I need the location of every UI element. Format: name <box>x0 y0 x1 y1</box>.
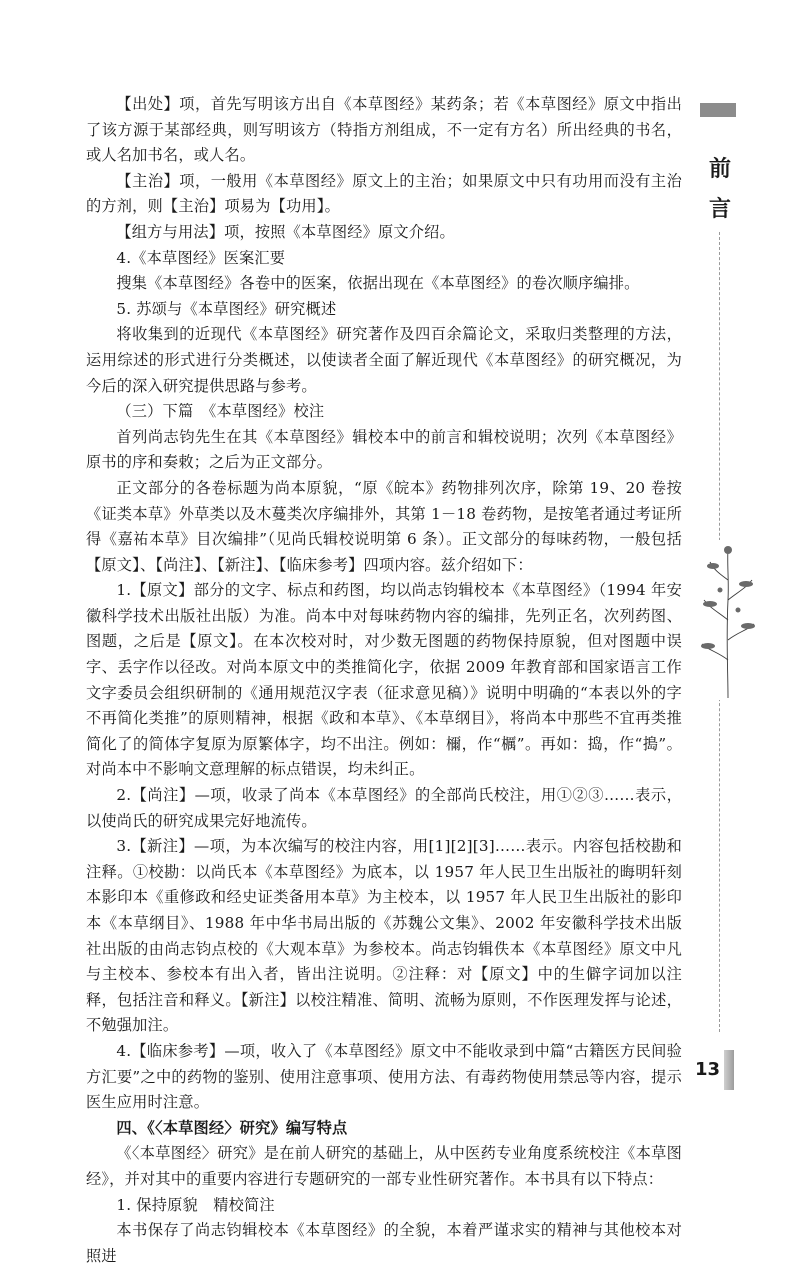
paragraph-feature-one: 本书保存了尚志钧辑校本《本草图经》的全貌，本着严谨求实的精神与其他校本对照进 <box>86 1221 682 1265</box>
page-edge-tab <box>724 1050 734 1090</box>
paragraph-item-original: 1.【原文】部分的文字、标点和药图，均以尚志钧辑校本《本草图经》（1994 年安徽科学技术出版社出版）为准。尚本中对每味药物内容的编排，先列正名，次列药图、图题，之后是【原文】。在本次校对时，对少数无图题的药物保持原貌，但对图题中误字、丢字作以径改。对尚本原文中的类推简化字，依据 2009 年教育部和国家语言工作文字委员会组织研制的《通用规范汉字表（征求意见稿）》说明中明确的“本表以外的字不再简化类推”的原则精神，根据《政和本草》、《本草纲目》，将尚本中那些不宜再类推简化了的简体字复原为原繁体字，均不出注。例如：檷，作“櫔”。再如：捣，作“搗”。对尚本中不影响文意理解的标点错误，均未纠正。 <box>86 581 682 779</box>
subheading-research-overview: 5. 苏颂与《本草图经》研究概述 <box>116 299 337 318</box>
section-title-char-1: 前 <box>708 157 731 182</box>
heading-section-four: 四、《〈本草图经〉研究》编写特点 <box>116 1118 348 1137</box>
paragraph-main-text: 正文部分的各卷标题为尚本原貌，“原《皖本》药物排列次序，除第 19、20 卷按《证类本草》外草类以及木蔓类次序编排外，其第 1－18 卷药物，是按笔者通过考证所得《嘉祐本草》目次编排”（见尚氏辑校说明第 6 条）。正文部分的每味药物，一般包括【原文】、【尚注】、【新注】、【临床参考】四项内容。兹介绍如下： <box>86 478 682 574</box>
paragraph-indications: 【主治】项，一般用《本草图经》原文上的主治；如果原文中只有功用而没有主治的方剂，则【主治】项易为【功用】。 <box>86 171 682 216</box>
paragraph-item-clinical: 4.【临床参考】—项，收入了《本草图经》原文中不能收录到中篇“古籍医方民间验方汇要”之中的药物的鉴别、使用注意事项、使用方法、有毒药物使用禁忌等内容，提示医生应用时注意。 <box>86 1041 682 1112</box>
side-tab-bar <box>700 103 736 117</box>
heading-part-three: （三）下篇 《本草图经》校注 <box>116 402 325 421</box>
paragraph-item-new-notes: 3.【新注】—项，为本次编写的校注内容，用[1][2][3]……表示。内容包括校勘和注释。①校勘：以尚氏本《本草图经》为底本，以 1957 年人民卫生出版社的晦明轩刻本影印本《重修政和经史证类备用本草》为主校本，以 1957 年人民卫生出版社的影印本《本草纲目》、1988 年中华书局出版的《苏魏公文集》、2002 年安徽科学技术出版社出版的由尚志钧点校的《大观本草》为参校本。尚志钧辑佚本《本草图经》原文中凡与主校本、参校本有出入者，皆出注说明。②注释：对【原文】中的生僻字词加以注释，包括注音和释义。【新注】以校注精准、简明、流畅为原则，不作医理发挥与论述，不勉强加注。 <box>86 837 682 1035</box>
plant-illustration <box>698 540 758 700</box>
document-body <box>86 92 682 1269</box>
page-number: 13 <box>694 1059 720 1080</box>
paragraph-preface: 首列尚志钧先生在其《本草图经》辑校本中的前言和辑校说明；次列《本草图经》原书的序和奏敕；之后为正文部分。 <box>86 427 682 472</box>
paragraph-medical-cases: 搜集《本草图经》各卷中的医案，依据出现在《本草图经》的卷次顺序编排。 <box>116 274 640 293</box>
subheading-medical-cases: 4.《本草图经》医案汇要 <box>116 248 286 267</box>
paragraph-item-shang-notes: 2.【尚注】—项，收录了尚本《本草图经》的全部尚氏校注，用①②③……表示，以使尚氏的研究成果完好地流传。 <box>86 786 682 830</box>
paragraph-formula: 【组方与用法】项，按照《本草图经》原文介绍。 <box>116 222 455 241</box>
section-title-char-2: 言 <box>708 197 731 222</box>
section-title-vertical <box>705 150 735 230</box>
paragraph-research-overview: 将收集到的近现代《本草图经》研究著作及四百余篇论文，采取归类整理的方法，运用综述的形式进行分类概述，以使读者全面了解近现代《本草图经》的研究概况，为今后的深入研究提供思路与参考。 <box>86 325 682 395</box>
subheading-feature-one: 1. 保持原貌 精校简注 <box>116 1195 275 1214</box>
paragraph-features-intro: 《〈本草图经〉研究》是在前人研究的基础上，从中医药专业角度系统校注《本草图经》，并对其中的重要内容进行专题研究的一部专业性研究著作。本书具有以下特点： <box>86 1144 682 1188</box>
paragraph-source: 【出处】项，首先写明该方出自《本草图经》某药条；若《本草图经》原文中指出了该方源于某部经典，则写明该方（特指方剂组成，不一定有方名）所出经典的书名，或人名加书名，或人名。 <box>86 95 682 165</box>
